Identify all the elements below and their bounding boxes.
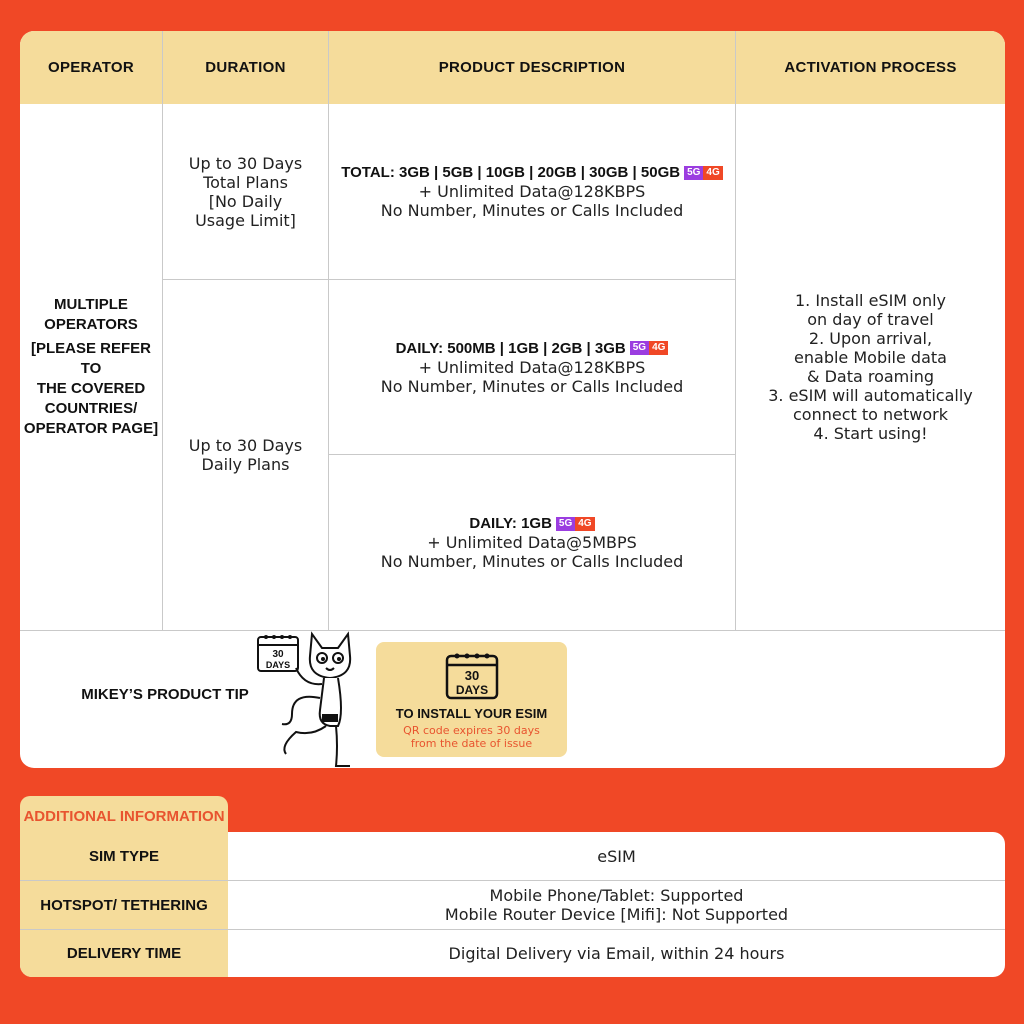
- plan-daily-multi: [329, 280, 735, 454]
- plan-title: DAILY: 500MB | 1GB | 2GB | 3GB: [395, 339, 626, 357]
- calendar-word: DAYS: [455, 683, 488, 697]
- operator-note-line: [PLEASE REFER TO: [30, 340, 151, 377]
- value-line: Digital Delivery via Email, within 24 hours: [448, 944, 785, 963]
- activation-line: & Data roaming: [807, 367, 934, 386]
- calendar-icon: [445, 650, 499, 700]
- duration-line: Total Plans: [203, 172, 288, 192]
- mascot-calendar-word: DAYS: [265, 660, 291, 670]
- tip-subtitle: QR code expires 30 days: [403, 724, 540, 737]
- tip-title: TO INSTALL YOUR ESIM: [395, 706, 548, 721]
- calendar-number: 30: [464, 668, 479, 683]
- plan-title: DAILY: 1GB: [469, 515, 552, 532]
- activation-line: enable Mobile data: [794, 348, 947, 367]
- activation-line: connect to network: [793, 405, 948, 424]
- additional-info-tab: ADDITIONAL INFORMATION: [20, 796, 228, 836]
- header-activation-process: ACTIVATION PROCESS: [736, 31, 1005, 104]
- tip-subtitle: from the date of issue: [410, 737, 533, 750]
- network-badge: [630, 341, 669, 355]
- operator-line: MULTIPLE: [54, 296, 128, 313]
- header-product-description: PRODUCT DESCRIPTION: [329, 31, 735, 104]
- activation-cell: [736, 104, 1005, 630]
- duration-daily-cell: [163, 280, 328, 630]
- mascot-calendar-number: 30: [272, 649, 284, 660]
- product-table: [20, 31, 1005, 768]
- install-tip-card: [376, 642, 567, 757]
- header-operator: OPERATOR: [20, 31, 162, 104]
- duration-line: Usage Limit]: [195, 210, 296, 230]
- header-duration: DURATION: [163, 31, 328, 104]
- hotspot-value: [228, 881, 1005, 929]
- delivery-time-label: DELIVERY TIME: [20, 930, 228, 977]
- value-line: eSIM: [597, 846, 636, 866]
- divider: [20, 630, 1005, 631]
- operator-note-line: THE COVERED: [36, 380, 146, 397]
- plan-note-line: No Number, Minutes or Calls Included: [380, 201, 684, 220]
- duration-line: Up to 30 Days: [188, 436, 303, 455]
- activation-line: 4. Start using!: [813, 424, 928, 443]
- operator-line: OPERATORS: [44, 316, 138, 333]
- 5g-badge: 5G: [556, 517, 575, 531]
- value-line: Mobile Phone/Tablet: Supported: [489, 886, 744, 905]
- 4g-badge: 4G: [575, 517, 594, 531]
- product-tip-label: MIKEY’S PRODUCT TIP: [81, 686, 249, 703]
- plan-note-line: No Number, Minutes or Calls Included: [380, 552, 684, 571]
- activation-line: 1. Install eSIM only: [794, 291, 947, 310]
- plan-daily-1gb: [329, 455, 735, 630]
- network-badge: [684, 166, 723, 180]
- delivery-time-value: [228, 930, 1005, 977]
- duration-total-cell: [163, 104, 328, 279]
- sim-type-label: SIM TYPE: [20, 832, 228, 880]
- duration-line: Up to 30 Days: [188, 153, 303, 173]
- activation-line: 2. Upon arrival,: [808, 329, 933, 348]
- operator-cell: [20, 104, 162, 630]
- value-line: Mobile Router Device [Mifi]: Not Supported: [444, 905, 789, 924]
- duration-line: [No Daily: [208, 191, 283, 211]
- hotspot-label: HOTSPOT/ TETHERING: [20, 881, 228, 929]
- activation-line: on day of travel: [807, 310, 934, 329]
- operator-note-line: OPERATOR PAGE]: [23, 420, 159, 437]
- 5g-badge: 5G: [684, 166, 703, 180]
- plan-data-line: + Unlimited Data@128KBPS: [418, 182, 646, 201]
- sim-type-value: [228, 832, 1005, 880]
- plan-title: TOTAL: 3GB | 5GB | 10GB | 20GB | 30GB | 50GB: [341, 164, 681, 181]
- activation-line: 3. eSIM will automatically: [768, 386, 973, 405]
- 4g-badge: 4G: [703, 166, 722, 180]
- operator-note-line: COUNTRIES/: [44, 400, 138, 417]
- plan-note-line: No Number, Minutes or Calls Included: [380, 376, 684, 396]
- additional-info-table: [20, 832, 1005, 977]
- plan-data-line: + Unlimited Data@128KBPS: [418, 357, 646, 377]
- mascot-cat-icon: [252, 628, 362, 768]
- plan-data-line: + Unlimited Data@5MBPS: [427, 533, 637, 552]
- 5g-badge: 5G: [630, 341, 649, 355]
- plan-total: [329, 104, 735, 279]
- 4g-badge: 4G: [649, 341, 668, 355]
- network-badge: [556, 517, 595, 531]
- duration-line: Daily Plans: [201, 455, 290, 474]
